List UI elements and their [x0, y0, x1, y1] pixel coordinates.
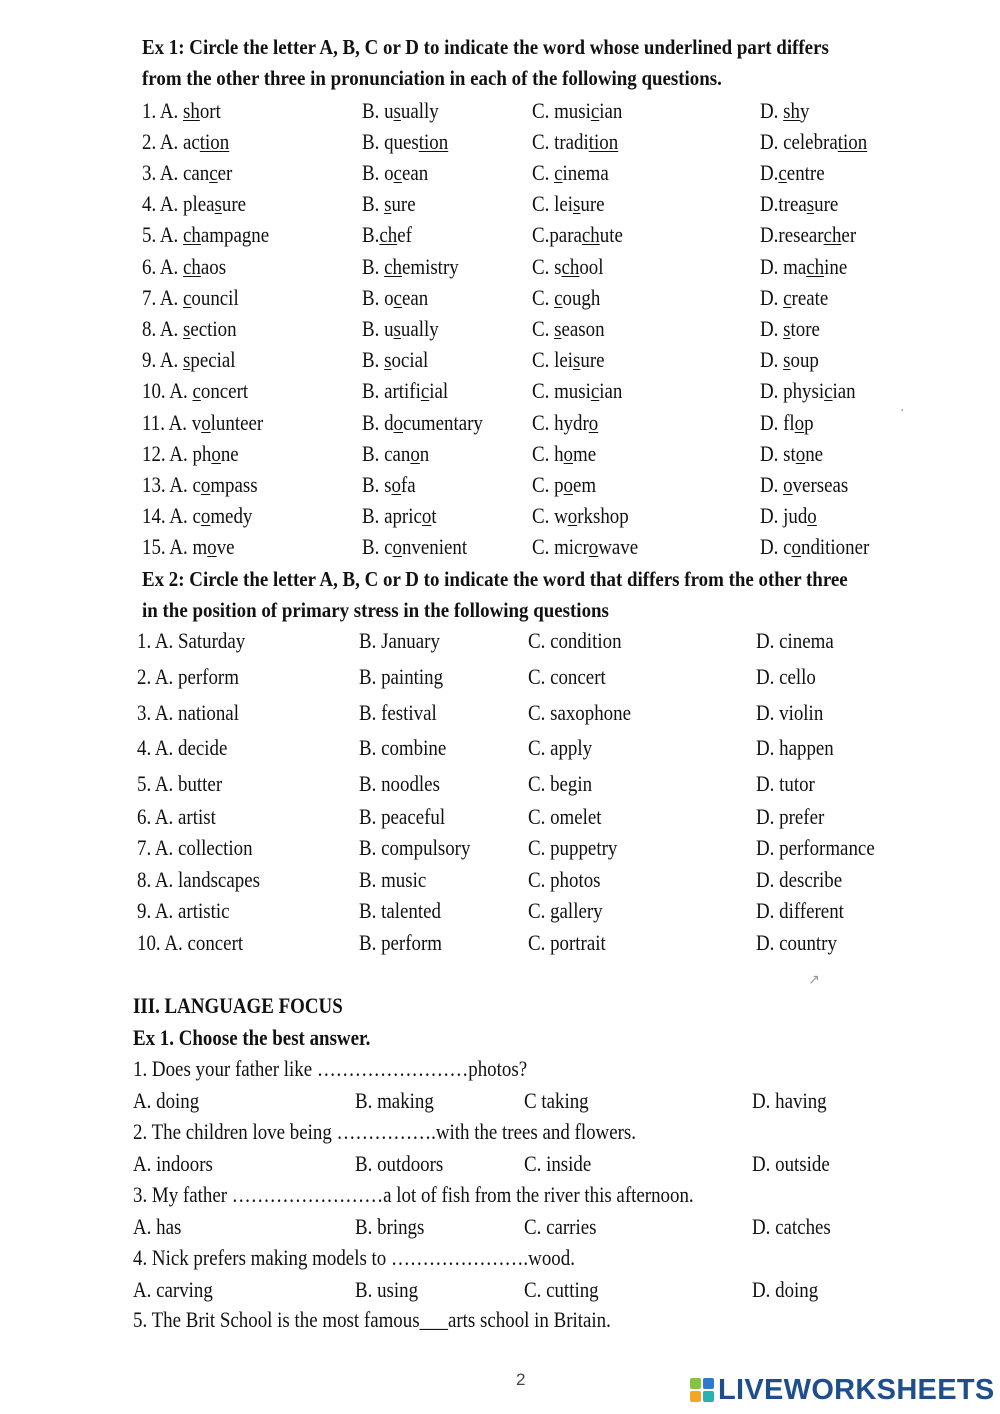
ex1-option[interactable]: 12. A. phone — [142, 441, 239, 466]
ex1-row — [0, 409, 1000, 439]
ex1-heading-line1: Ex 1: Circle the letter A, B, C or D to indicate the word whose underlined part differs — [142, 35, 829, 59]
answer-option[interactable]: D. doing — [752, 1277, 819, 1302]
ex1-option[interactable]: C. season — [532, 316, 605, 341]
ex1-option[interactable]: 3. A. cancer — [142, 160, 233, 185]
ex2-option[interactable]: D. describe — [756, 867, 843, 892]
ex2-option[interactable]: 10. A. concert — [137, 930, 244, 955]
ex2-option[interactable]: D. cello — [756, 664, 816, 689]
ex1-option[interactable]: C. home — [532, 441, 597, 466]
ex2-option[interactable]: B. combine — [359, 735, 447, 760]
ex1-option[interactable]: B. sure — [362, 191, 416, 216]
ex1-option[interactable]: 4. A. pleasure — [142, 191, 247, 216]
answer-options — [0, 1087, 1000, 1117]
liveworksheets-logo-icon — [690, 1378, 714, 1402]
ex1-row — [0, 533, 1000, 563]
ex2-option[interactable]: C. puppetry — [528, 835, 618, 860]
ex2-option[interactable]: 1. A. Saturday — [137, 628, 246, 653]
ex2-option[interactable]: B. painting — [359, 664, 444, 689]
liveworksheets-logo — [690, 1374, 995, 1406]
ex1-row — [0, 377, 1000, 407]
answer-option[interactable]: A. carving — [133, 1277, 213, 1302]
ex2-option[interactable]: C. photos — [528, 867, 601, 892]
ex1-option[interactable]: 13. A. compass — [142, 472, 258, 497]
ex1-option[interactable]: 15. A. move — [142, 534, 235, 559]
ex1-option[interactable]: 5. A. champagne — [142, 222, 270, 247]
ex2-option[interactable]: B. compulsory — [359, 835, 471, 860]
ex1-option[interactable]: B. apricot — [362, 503, 437, 528]
answer-option[interactable]: A. doing — [133, 1088, 200, 1113]
ex2-option[interactable]: B. noodles — [359, 771, 440, 796]
ex2-row — [0, 663, 1000, 693]
ex1-option[interactable]: B. documentary — [362, 410, 483, 435]
ex1-option[interactable]: B. artificial — [362, 378, 449, 403]
ex1-option[interactable]: D. overseas — [760, 472, 849, 497]
ex1-option[interactable]: D. store — [760, 316, 820, 341]
ex1-option[interactable]: B. social — [362, 347, 429, 372]
ex2-option[interactable]: D. prefer — [756, 804, 825, 829]
ex2-row — [0, 770, 1000, 800]
ex1-row — [0, 346, 1000, 376]
ex2-option[interactable]: B. January — [359, 628, 440, 653]
ex2-option[interactable]: 5. A. butter — [137, 771, 223, 796]
ex1-heading-line2: from the other three in pronunciation in each of the following questions. — [142, 66, 722, 90]
ex2-option[interactable]: 8. A. landscapes — [137, 867, 260, 892]
ex2-option[interactable]: D. different — [756, 898, 844, 923]
answer-option[interactable]: D. catches — [752, 1214, 831, 1239]
ex1-option[interactable]: 11. A. volunteer — [142, 410, 264, 435]
ex1-option[interactable]: C. school — [532, 254, 604, 279]
ex1-option[interactable]: 6. A. chaos — [142, 254, 227, 279]
ex1-option[interactable]: B. ocean — [362, 285, 429, 310]
ex1-option[interactable]: B. sofa — [362, 472, 416, 497]
answer-option[interactable]: B. using — [355, 1277, 419, 1302]
ex1-row — [0, 440, 1000, 470]
ex1-option[interactable]: 1. A. short — [142, 98, 221, 123]
ex1-option[interactable]: D. shy — [760, 98, 810, 123]
ex1-option[interactable]: B. chemistry — [362, 254, 459, 279]
ex2-row — [0, 897, 1000, 927]
ex1-option[interactable]: B. canon — [362, 441, 430, 466]
question-text: 5. The Brit School is the most famous___arts school in Britain. — [133, 1307, 611, 1332]
ex1-option[interactable]: 14. A. comedy — [142, 503, 253, 528]
ex2-row — [0, 699, 1000, 729]
answer-options — [0, 1213, 1000, 1243]
ex2-option[interactable]: D. happen — [756, 735, 834, 760]
ex2-option[interactable]: B. peaceful — [359, 804, 446, 829]
question-text: 4. Nick prefers making models to ………………….wood. — [133, 1245, 575, 1270]
ex1-row — [0, 190, 1000, 220]
ex2-option[interactable]: C. omelet — [528, 804, 602, 829]
ex2-option[interactable]: C. saxophone — [528, 700, 631, 725]
answer-options — [0, 1276, 1000, 1306]
ex1-option[interactable]: C. musician — [532, 98, 623, 123]
ex2-row — [0, 734, 1000, 764]
section-title: III. LANGUAGE FOCUS — [133, 993, 343, 1018]
ex1-option[interactable]: C. poem — [532, 472, 597, 497]
ex2-option[interactable]: D. cinema — [756, 628, 834, 653]
ex2-option[interactable]: C. portrait — [528, 930, 606, 955]
answer-options — [0, 1150, 1000, 1180]
ex2-option[interactable]: 6. A. artist — [137, 804, 216, 829]
ex2-option[interactable]: B. festival — [359, 700, 437, 725]
answer-option[interactable]: C. carries — [524, 1214, 597, 1239]
ex2-option[interactable]: D. violin — [756, 700, 824, 725]
ex1-row — [0, 159, 1000, 189]
ex2-row — [0, 866, 1000, 896]
ex2-option[interactable]: 2. A. perform — [137, 664, 239, 689]
ex1-option[interactable]: 2. A. action — [142, 129, 230, 154]
ex2-option[interactable]: C. condition — [528, 628, 622, 653]
ex2-heading-line1: Ex 2: Circle the letter A, B, C or D to indicate the word that differs from the other three — [142, 567, 848, 591]
ex1-row — [0, 315, 1000, 345]
ex1-row — [0, 97, 1000, 127]
ex2-option[interactable]: D. performance — [756, 835, 875, 860]
ex1-option[interactable]: D. machine — [760, 254, 848, 279]
ex2-option[interactable]: 4. A. decide — [137, 735, 228, 760]
page-number: 2 — [516, 1370, 526, 1389]
question-text: 1. Does your father like ……………………photos? — [133, 1056, 528, 1081]
ex1-row — [0, 221, 1000, 251]
ex1-option[interactable]: D. conditioner — [760, 534, 870, 559]
ex2-option[interactable]: 3. A. national — [137, 700, 239, 725]
scan-speck: ↗ — [808, 972, 820, 988]
ex1-option[interactable]: D. physician — [760, 378, 856, 403]
ex2-row — [0, 929, 1000, 959]
ex2-option[interactable]: 9. A. artistic — [137, 898, 230, 923]
ex1-option[interactable]: 10. A. concert — [142, 378, 249, 403]
ex2-option[interactable]: B. music — [359, 867, 427, 892]
ex1-option[interactable]: D.treasure — [760, 191, 839, 216]
ex1-option[interactable]: B.chef — [362, 222, 412, 247]
answer-option[interactable]: B. making — [355, 1088, 434, 1113]
ex2-option[interactable]: D. country — [756, 930, 837, 955]
ex1-option[interactable]: B. ocean — [362, 160, 429, 185]
ex1-option[interactable]: C. tradition — [532, 129, 619, 154]
ex1-row — [0, 128, 1000, 158]
ex2-option[interactable]: B. perform — [359, 930, 443, 955]
answer-option[interactable]: C taking — [524, 1088, 589, 1113]
ex1-option[interactable]: 7. A. council — [142, 285, 239, 310]
ex1-option[interactable]: 8. A. section — [142, 316, 237, 341]
ex1-option[interactable]: D. soup — [760, 347, 819, 372]
scan-speck: · — [900, 403, 905, 419]
ex1-option[interactable]: C. workshop — [532, 503, 629, 528]
ex2-row — [0, 627, 1000, 657]
ex2-option[interactable]: D. tutor — [756, 771, 815, 796]
ex1-option[interactable]: B. convenient — [362, 534, 468, 559]
ex2-row — [0, 803, 1000, 833]
ex1-option[interactable]: B. question — [362, 129, 449, 154]
answer-option[interactable]: D. outside — [752, 1151, 830, 1176]
ex1-option[interactable]: C. leisure — [532, 347, 605, 372]
answer-option[interactable]: A. indoors — [133, 1151, 213, 1176]
ex2-heading-line2: in the position of primary stress in the following questions — [142, 598, 609, 622]
ex1-option[interactable]: C. leisure — [532, 191, 605, 216]
answer-option[interactable]: B. brings — [355, 1214, 425, 1239]
answer-option[interactable]: C. cutting — [524, 1277, 599, 1302]
brand-name: LIVEWORKSHEETS — [718, 1373, 995, 1406]
question-text: 2. The children love being …………….with the trees and flowers. — [133, 1119, 637, 1144]
ex1-option[interactable]: D. stone — [760, 441, 824, 466]
ex1-option[interactable]: D. judo — [760, 503, 817, 528]
ex1-option[interactable]: C. cough — [532, 285, 601, 310]
ex1-row — [0, 502, 1000, 532]
ex1-option[interactable]: C. musician — [532, 378, 623, 403]
answer-option[interactable]: D. having — [752, 1088, 827, 1113]
ex1-row — [0, 253, 1000, 283]
ex1-option[interactable]: D. flop — [760, 410, 814, 435]
ex2-option[interactable]: C. apply — [528, 735, 593, 760]
ex1-option[interactable]: 9. A. special — [142, 347, 236, 372]
question-text: 3. My father ……………………a lot of fish from the river this afternoon. — [133, 1182, 694, 1207]
ex1-option[interactable]: C. cinema — [532, 160, 609, 185]
ex2-row — [0, 834, 1000, 864]
exercise-title: Ex 1. Choose the best answer. — [133, 1025, 371, 1050]
ex2-option[interactable]: C. gallery — [528, 898, 603, 923]
ex1-option[interactable]: C.parachute — [532, 222, 623, 247]
ex2-option[interactable]: C. concert — [528, 664, 606, 689]
ex1-option[interactable]: D. celebration — [760, 129, 868, 154]
ex2-option[interactable]: C. begin — [528, 771, 593, 796]
ex1-row — [0, 471, 1000, 501]
answer-option[interactable]: B. outdoors — [355, 1151, 444, 1176]
ex1-option[interactable]: B. usually — [362, 98, 439, 123]
ex1-option[interactable]: C. microwave — [532, 534, 639, 559]
ex1-option[interactable]: B. usually — [362, 316, 439, 341]
ex1-option[interactable]: D.centre — [760, 160, 825, 185]
ex2-option[interactable]: 7. A. collection — [137, 835, 253, 860]
answer-option[interactable]: A. has — [133, 1214, 182, 1239]
ex1-row — [0, 284, 1000, 314]
ex1-option[interactable]: D.researcher — [760, 222, 857, 247]
answer-option[interactable]: C. inside — [524, 1151, 592, 1176]
ex1-option[interactable]: C. hydro — [532, 410, 599, 435]
ex1-option[interactable]: D. create — [760, 285, 829, 310]
ex2-option[interactable]: B. talented — [359, 898, 441, 923]
